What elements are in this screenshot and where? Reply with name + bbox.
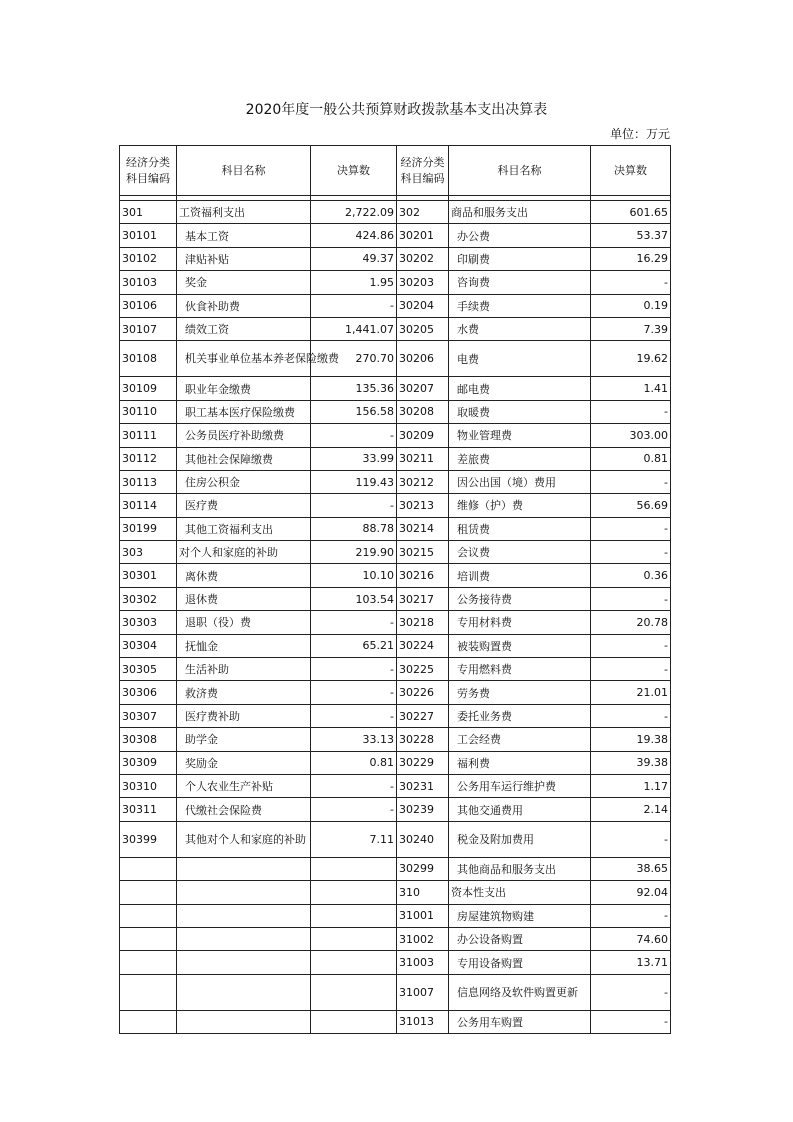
table-row bbox=[120, 927, 671, 950]
left-amount-cell: 49.37 bbox=[311, 247, 397, 270]
right-name-cell: 手续费 bbox=[449, 294, 591, 317]
right-code-cell: 30209 bbox=[397, 424, 449, 447]
right-name-cell: 水费 bbox=[449, 317, 591, 340]
left-code-cell: 30102 bbox=[120, 247, 177, 270]
left-name-cell: 个人农业生产补贴 bbox=[177, 774, 311, 797]
left-amount-cell: 88.78 bbox=[311, 517, 397, 540]
right-code-cell: 30205 bbox=[397, 317, 449, 340]
left-amount-cell: 1.95 bbox=[311, 271, 397, 294]
table-row bbox=[120, 1010, 671, 1033]
right-amount-cell: - bbox=[591, 704, 671, 727]
right-name-cell: 税金及附加费用 bbox=[449, 821, 591, 857]
left-name-cell bbox=[177, 881, 311, 904]
left-code-cell: 30101 bbox=[120, 224, 177, 247]
left-code-cell: 30110 bbox=[120, 400, 177, 423]
right-amount-cell: 38.65 bbox=[591, 857, 671, 880]
left-code-cell: 30113 bbox=[120, 470, 177, 493]
left-name-cell: 其他工资福利支出 bbox=[177, 517, 311, 540]
left-amount-cell: 33.13 bbox=[311, 728, 397, 751]
left-amount-cell: 135.36 bbox=[311, 377, 397, 400]
unit-label: 单位：万元 bbox=[609, 127, 670, 141]
left-amount-cell: 0.81 bbox=[311, 751, 397, 774]
right-name-cell: 培训费 bbox=[449, 564, 591, 587]
right-amount-cell: 303.00 bbox=[591, 424, 671, 447]
left-amount-cell: 7.11 bbox=[311, 821, 397, 857]
table-row bbox=[120, 634, 671, 657]
header-code-right: 经济分类 科目编码 bbox=[397, 146, 449, 196]
right-code-cell: 30226 bbox=[397, 681, 449, 704]
right-code-cell: 31001 bbox=[397, 904, 449, 927]
left-amount-cell bbox=[311, 927, 397, 950]
left-amount-cell bbox=[311, 881, 397, 904]
right-code-cell: 30239 bbox=[397, 798, 449, 821]
right-amount-cell: 1.41 bbox=[591, 377, 671, 400]
right-amount-cell: - bbox=[591, 470, 671, 493]
right-name-cell: 物业管理费 bbox=[449, 424, 591, 447]
left-name-cell: 离休费 bbox=[177, 564, 311, 587]
right-amount-cell: 0.19 bbox=[591, 294, 671, 317]
left-code-cell: 30108 bbox=[120, 341, 177, 377]
left-amount-cell bbox=[311, 974, 397, 1010]
left-name-cell: 伙食补助费 bbox=[177, 294, 311, 317]
left-name-cell: 职工基本医疗保险缴费 bbox=[177, 400, 311, 423]
left-amount-cell bbox=[311, 1010, 397, 1033]
table-row bbox=[120, 798, 671, 821]
left-amount-cell: - bbox=[311, 611, 397, 634]
right-name-cell: 其他商品和服务支出 bbox=[449, 857, 591, 880]
left-amount-cell: 270.70 bbox=[311, 341, 397, 377]
right-amount-cell: 601.65 bbox=[591, 201, 671, 224]
left-code-cell: 30114 bbox=[120, 494, 177, 517]
expenditure-table bbox=[119, 145, 671, 1034]
right-name-cell: 委托业务费 bbox=[449, 704, 591, 727]
left-name-cell: 工资福利支出 bbox=[177, 201, 311, 224]
right-amount-cell: 92.04 bbox=[591, 881, 671, 904]
right-amount-cell: 74.60 bbox=[591, 927, 671, 950]
right-code-cell: 30218 bbox=[397, 611, 449, 634]
left-amount-cell: - bbox=[311, 704, 397, 727]
left-code-cell bbox=[120, 974, 177, 1010]
left-name-cell: 其他对个人和家庭的补助 bbox=[177, 821, 311, 857]
right-amount-cell: 13.71 bbox=[591, 951, 671, 974]
left-code-cell bbox=[120, 1010, 177, 1033]
left-name-cell bbox=[177, 951, 311, 974]
right-amount-cell: 0.81 bbox=[591, 447, 671, 470]
left-name-cell: 住房公积金 bbox=[177, 470, 311, 493]
table-row bbox=[120, 974, 671, 1010]
right-code-cell: 30212 bbox=[397, 470, 449, 493]
right-name-cell: 福利费 bbox=[449, 751, 591, 774]
right-code-cell: 30204 bbox=[397, 294, 449, 317]
right-name-cell: 差旅费 bbox=[449, 447, 591, 470]
right-code-cell: 30211 bbox=[397, 447, 449, 470]
table-row bbox=[120, 247, 671, 270]
right-amount-cell: - bbox=[591, 904, 671, 927]
left-code-cell: 30106 bbox=[120, 294, 177, 317]
left-code-cell bbox=[120, 904, 177, 927]
left-name-cell: 退休费 bbox=[177, 587, 311, 610]
right-amount-cell: - bbox=[591, 587, 671, 610]
table-row bbox=[120, 611, 671, 634]
table-row bbox=[120, 951, 671, 974]
left-code-cell: 30109 bbox=[120, 377, 177, 400]
table-row bbox=[120, 271, 671, 294]
left-name-cell: 救济费 bbox=[177, 681, 311, 704]
right-amount-cell: 39.38 bbox=[591, 751, 671, 774]
table-row bbox=[120, 904, 671, 927]
table-row bbox=[120, 681, 671, 704]
left-name-cell: 奖励金 bbox=[177, 751, 311, 774]
left-code-cell: 30199 bbox=[120, 517, 177, 540]
left-amount-cell: - bbox=[311, 774, 397, 797]
right-amount-cell: 2.14 bbox=[591, 798, 671, 821]
table-row bbox=[120, 704, 671, 727]
table-row bbox=[120, 728, 671, 751]
left-name-cell: 代缴社会保险费 bbox=[177, 798, 311, 821]
right-code-cell: 31002 bbox=[397, 927, 449, 950]
left-code-cell: 30307 bbox=[120, 704, 177, 727]
right-code-cell: 30231 bbox=[397, 774, 449, 797]
left-code-cell: 30303 bbox=[120, 611, 177, 634]
right-name-cell: 劳务费 bbox=[449, 681, 591, 704]
table-row bbox=[120, 587, 671, 610]
table-row bbox=[120, 658, 671, 681]
table-row bbox=[120, 774, 671, 797]
right-name-cell: 会议费 bbox=[449, 541, 591, 564]
left-code-cell: 301 bbox=[120, 201, 177, 224]
left-code-cell: 30311 bbox=[120, 798, 177, 821]
left-amount-cell: 2,722.09 bbox=[311, 201, 397, 224]
right-amount-cell: 20.78 bbox=[591, 611, 671, 634]
header-name-right: 科目名称 bbox=[449, 146, 591, 196]
right-name-cell: 咨询费 bbox=[449, 271, 591, 294]
left-amount-cell bbox=[311, 951, 397, 974]
table-row bbox=[120, 224, 671, 247]
right-name-cell: 办公设备购置 bbox=[449, 927, 591, 950]
header-code-left: 经济分类 科目编码 bbox=[120, 146, 177, 196]
table-row bbox=[120, 447, 671, 470]
left-name-cell: 助学金 bbox=[177, 728, 311, 751]
left-amount-cell bbox=[311, 857, 397, 880]
left-name-cell: 职业年金缴费 bbox=[177, 377, 311, 400]
right-name-cell: 房屋建筑物购建 bbox=[449, 904, 591, 927]
left-code-cell: 30304 bbox=[120, 634, 177, 657]
left-amount-cell: - bbox=[311, 424, 397, 447]
right-code-cell: 30225 bbox=[397, 658, 449, 681]
right-amount-cell: - bbox=[591, 821, 671, 857]
right-name-cell: 专用材料费 bbox=[449, 611, 591, 634]
right-amount-cell: - bbox=[591, 658, 671, 681]
right-name-cell: 商品和服务支出 bbox=[449, 201, 591, 224]
right-code-cell: 31003 bbox=[397, 951, 449, 974]
right-code-cell: 30206 bbox=[397, 341, 449, 377]
left-name-cell: 绩效工资 bbox=[177, 317, 311, 340]
left-code-cell: 303 bbox=[120, 541, 177, 564]
table-row bbox=[120, 424, 671, 447]
left-name-cell: 抚恤金 bbox=[177, 634, 311, 657]
right-code-cell: 30213 bbox=[397, 494, 449, 517]
right-name-cell: 工会经费 bbox=[449, 728, 591, 751]
right-amount-cell: 56.69 bbox=[591, 494, 671, 517]
right-amount-cell: - bbox=[591, 400, 671, 423]
right-amount-cell: - bbox=[591, 1010, 671, 1033]
left-name-cell: 公务员医疗补助缴费 bbox=[177, 424, 311, 447]
right-code-cell: 30229 bbox=[397, 751, 449, 774]
left-name-cell: 津贴补贴 bbox=[177, 247, 311, 270]
right-amount-cell: - bbox=[591, 271, 671, 294]
header-amount-left: 决算数 bbox=[311, 146, 397, 196]
right-amount-cell: 53.37 bbox=[591, 224, 671, 247]
left-code-cell: 30103 bbox=[120, 271, 177, 294]
left-name-cell: 生活补助 bbox=[177, 658, 311, 681]
right-code-cell: 31013 bbox=[397, 1010, 449, 1033]
right-name-cell: 公务接待费 bbox=[449, 587, 591, 610]
right-name-cell: 专用设备购置 bbox=[449, 951, 591, 974]
right-name-cell: 被装购置费 bbox=[449, 634, 591, 657]
left-code-cell: 30309 bbox=[120, 751, 177, 774]
header-name-left: 科目名称 bbox=[177, 146, 311, 196]
table-body bbox=[120, 201, 671, 1034]
left-name-cell: 其他社会保障缴费 bbox=[177, 447, 311, 470]
left-name-cell: 奖金 bbox=[177, 271, 311, 294]
table-row bbox=[120, 564, 671, 587]
right-code-cell: 30203 bbox=[397, 271, 449, 294]
right-amount-cell: - bbox=[591, 517, 671, 540]
left-code-cell: 30306 bbox=[120, 681, 177, 704]
left-code-cell: 30111 bbox=[120, 424, 177, 447]
left-code-cell: 30305 bbox=[120, 658, 177, 681]
left-amount-cell: 1,441.07 bbox=[311, 317, 397, 340]
right-name-cell: 电费 bbox=[449, 341, 591, 377]
left-name-cell bbox=[177, 904, 311, 927]
table-row bbox=[120, 517, 671, 540]
left-name-cell: 机关事业单位基本养老保险缴费 bbox=[177, 341, 311, 377]
left-code-cell: 30308 bbox=[120, 728, 177, 751]
header-amount-right: 决算数 bbox=[591, 146, 671, 196]
right-code-cell: 31007 bbox=[397, 974, 449, 1010]
right-name-cell: 专用燃料费 bbox=[449, 658, 591, 681]
left-name-cell: 对个人和家庭的补助 bbox=[177, 541, 311, 564]
table-row bbox=[120, 341, 671, 377]
left-code-cell bbox=[120, 857, 177, 880]
left-code-cell bbox=[120, 881, 177, 904]
right-name-cell: 信息网络及软件购置更新 bbox=[449, 974, 591, 1010]
right-amount-cell: - bbox=[591, 974, 671, 1010]
right-code-cell: 302 bbox=[397, 201, 449, 224]
left-amount-cell: 424.86 bbox=[311, 224, 397, 247]
right-amount-cell: 1.17 bbox=[591, 774, 671, 797]
left-amount-cell: - bbox=[311, 494, 397, 517]
left-amount-cell: 10.10 bbox=[311, 564, 397, 587]
table-row bbox=[120, 294, 671, 317]
right-amount-cell: 21.01 bbox=[591, 681, 671, 704]
right-amount-cell: 7.39 bbox=[591, 317, 671, 340]
right-name-cell: 印刷费 bbox=[449, 247, 591, 270]
right-code-cell: 30227 bbox=[397, 704, 449, 727]
table-row bbox=[120, 751, 671, 774]
left-amount-cell: 103.54 bbox=[311, 587, 397, 610]
right-code-cell: 30207 bbox=[397, 377, 449, 400]
left-name-cell bbox=[177, 1010, 311, 1033]
left-amount-cell: 65.21 bbox=[311, 634, 397, 657]
right-name-cell: 因公出国（境）费用 bbox=[449, 470, 591, 493]
left-amount-cell: 33.99 bbox=[311, 447, 397, 470]
right-code-cell: 30208 bbox=[397, 400, 449, 423]
table-row bbox=[120, 201, 671, 224]
right-code-cell: 310 bbox=[397, 881, 449, 904]
left-code-cell: 30112 bbox=[120, 447, 177, 470]
right-name-cell: 租赁费 bbox=[449, 517, 591, 540]
right-code-cell: 30217 bbox=[397, 587, 449, 610]
left-amount-cell: - bbox=[311, 658, 397, 681]
table-row bbox=[120, 881, 671, 904]
right-code-cell: 30224 bbox=[397, 634, 449, 657]
right-amount-cell: 0.36 bbox=[591, 564, 671, 587]
left-code-cell: 30302 bbox=[120, 587, 177, 610]
right-code-cell: 30201 bbox=[397, 224, 449, 247]
left-amount-cell: - bbox=[311, 294, 397, 317]
right-name-cell: 公务用车运行维护费 bbox=[449, 774, 591, 797]
left-code-cell: 30107 bbox=[120, 317, 177, 340]
left-name-cell bbox=[177, 927, 311, 950]
left-name-cell bbox=[177, 974, 311, 1010]
right-code-cell: 30215 bbox=[397, 541, 449, 564]
header-row bbox=[120, 146, 671, 196]
left-code-cell: 30301 bbox=[120, 564, 177, 587]
right-name-cell: 邮电费 bbox=[449, 377, 591, 400]
left-amount-cell: - bbox=[311, 681, 397, 704]
left-amount-cell bbox=[311, 904, 397, 927]
table-row bbox=[120, 317, 671, 340]
right-amount-cell: 19.38 bbox=[591, 728, 671, 751]
left-amount-cell: 219.90 bbox=[311, 541, 397, 564]
table-row bbox=[120, 377, 671, 400]
right-name-cell: 其他交通费用 bbox=[449, 798, 591, 821]
left-name-cell: 医疗费 bbox=[177, 494, 311, 517]
right-code-cell: 30216 bbox=[397, 564, 449, 587]
table-row bbox=[120, 400, 671, 423]
table-row bbox=[120, 470, 671, 493]
left-amount-cell: - bbox=[311, 798, 397, 821]
left-name-cell: 基本工资 bbox=[177, 224, 311, 247]
right-name-cell: 公务用车购置 bbox=[449, 1010, 591, 1033]
right-code-cell: 30214 bbox=[397, 517, 449, 540]
right-code-cell: 30299 bbox=[397, 857, 449, 880]
right-amount-cell: - bbox=[591, 634, 671, 657]
right-name-cell: 办公费 bbox=[449, 224, 591, 247]
right-amount-cell: - bbox=[591, 541, 671, 564]
table-row bbox=[120, 821, 671, 857]
right-name-cell: 维修（护）费 bbox=[449, 494, 591, 517]
left-name-cell bbox=[177, 857, 311, 880]
left-code-cell: 30310 bbox=[120, 774, 177, 797]
right-amount-cell: 16.29 bbox=[591, 247, 671, 270]
table-row bbox=[120, 857, 671, 880]
table-title: 2020年度一般公共预算财政拨款基本支出决算表 bbox=[245, 102, 548, 118]
right-name-cell: 取暖费 bbox=[449, 400, 591, 423]
left-code-cell bbox=[120, 951, 177, 974]
left-name-cell: 退职（役）费 bbox=[177, 611, 311, 634]
right-code-cell: 30228 bbox=[397, 728, 449, 751]
right-amount-cell: 19.62 bbox=[591, 341, 671, 377]
right-name-cell: 资本性支出 bbox=[449, 881, 591, 904]
right-code-cell: 30202 bbox=[397, 247, 449, 270]
right-code-cell: 30240 bbox=[397, 821, 449, 857]
left-amount-cell: 156.58 bbox=[311, 400, 397, 423]
left-name-cell: 医疗费补助 bbox=[177, 704, 311, 727]
left-amount-cell: 119.43 bbox=[311, 470, 397, 493]
table-row bbox=[120, 494, 671, 517]
table-row bbox=[120, 541, 671, 564]
left-code-cell: 30399 bbox=[120, 821, 177, 857]
left-code-cell bbox=[120, 927, 177, 950]
